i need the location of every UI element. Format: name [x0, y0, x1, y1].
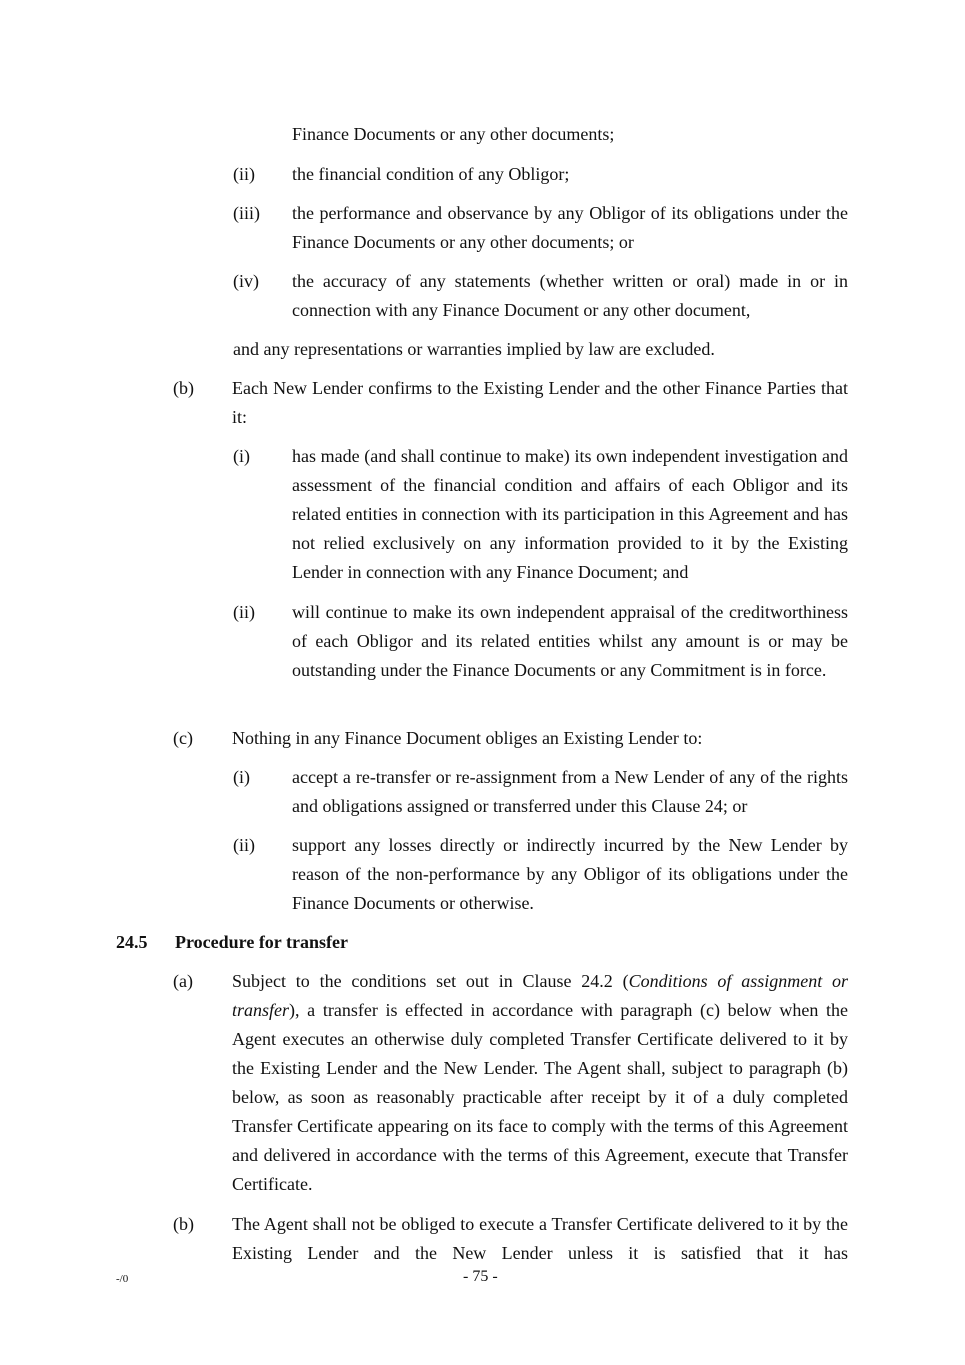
- clause-label: (ii): [233, 602, 255, 622]
- clause-label: (b): [173, 1214, 194, 1234]
- clause-label: (i): [233, 767, 250, 787]
- page-number: - 75 -: [463, 1268, 498, 1285]
- clause-text: The Agent shall not be obliged to execute a Transfer Certificate delivered to it by the Existing Lender and the New Lender unless it is satisfied that it has: [232, 1214, 848, 1263]
- clause-text: accept a re-transfer or re-assignment from a New Lender of any of the rights and obligations assigned or transferred under this Clause 24; or: [292, 767, 848, 816]
- clause-reference: Conditions of assignment or transfer: [232, 971, 848, 1020]
- clause-text: and any representations or warranties implied by law are excluded.: [233, 339, 715, 359]
- clause-text: the accuracy of any statements (whether written or oral) made in or in connection with any Finance Document or any other document,: [292, 271, 848, 320]
- clause-label: (c): [173, 728, 193, 748]
- clause-text: Each New Lender confirms to the Existing Lender and the other Finance Parties that it:: [232, 378, 848, 427]
- clause-text: will continue to make its own independent appraisal of the creditworthiness of each Obligor and its related entities whilst any amount is or may be outstanding under the Finance Documents or any Commitment is in force.: [292, 602, 848, 680]
- clause-text: the financial condition of any Obligor;: [292, 164, 570, 184]
- text-segment: ), a transfer is effected in accordance with paragraph (c) below when the Agent executes an otherwise duly completed Transfer Certificate delivered to it by the Existing Lender and the New Lender. The Agent shall, subject to paragraph (b) below, as soon as reasonably practicable after receipt by it of a duly completed Transfer Certificate appearing on its face to comply with the terms of this Agreement and delivered in accordance with the terms of this Agreement, execute that Transfer Certificate.: [232, 1000, 848, 1194]
- clause-label: (iv): [233, 271, 259, 291]
- clause-text: the performance and observance by any Obligor of its obligations under the Finance Documents or any other documents; or: [292, 203, 848, 252]
- section-number: 24.5: [116, 932, 148, 952]
- clause-label: (iii): [233, 203, 260, 223]
- text-segment: Subject to the conditions set out in Clause 24.2 (: [232, 971, 629, 991]
- clause-text: Nothing in any Finance Document obliges an Existing Lender to:: [232, 728, 703, 748]
- clause-label: (ii): [233, 835, 255, 855]
- clause-text: support any losses directly or indirectly incurred by the New Lender by reason of the non-performance by any Obligor of its obligations under the Finance Documents or otherwise.: [292, 835, 848, 913]
- footer-reference: -/0: [116, 1273, 129, 1285]
- clause-label: (ii): [233, 164, 255, 184]
- clause-text: Finance Documents or any other documents;: [292, 124, 615, 144]
- clause-label: (b): [173, 378, 194, 398]
- clause-text: has made (and shall continue to make) its own independent investigation and assessment of the financial condition and affairs of each Obligor and its related entities in connection with its participation in this Agreement and has not relied exclusively on any information provided to it by the Existing Lender in connection with any Finance Document; and: [292, 446, 848, 582]
- clause-label: (a): [173, 971, 193, 991]
- clause-label: (i): [233, 446, 250, 466]
- clause-text: [232, 967, 848, 1199]
- section-title: Procedure for transfer: [175, 932, 348, 952]
